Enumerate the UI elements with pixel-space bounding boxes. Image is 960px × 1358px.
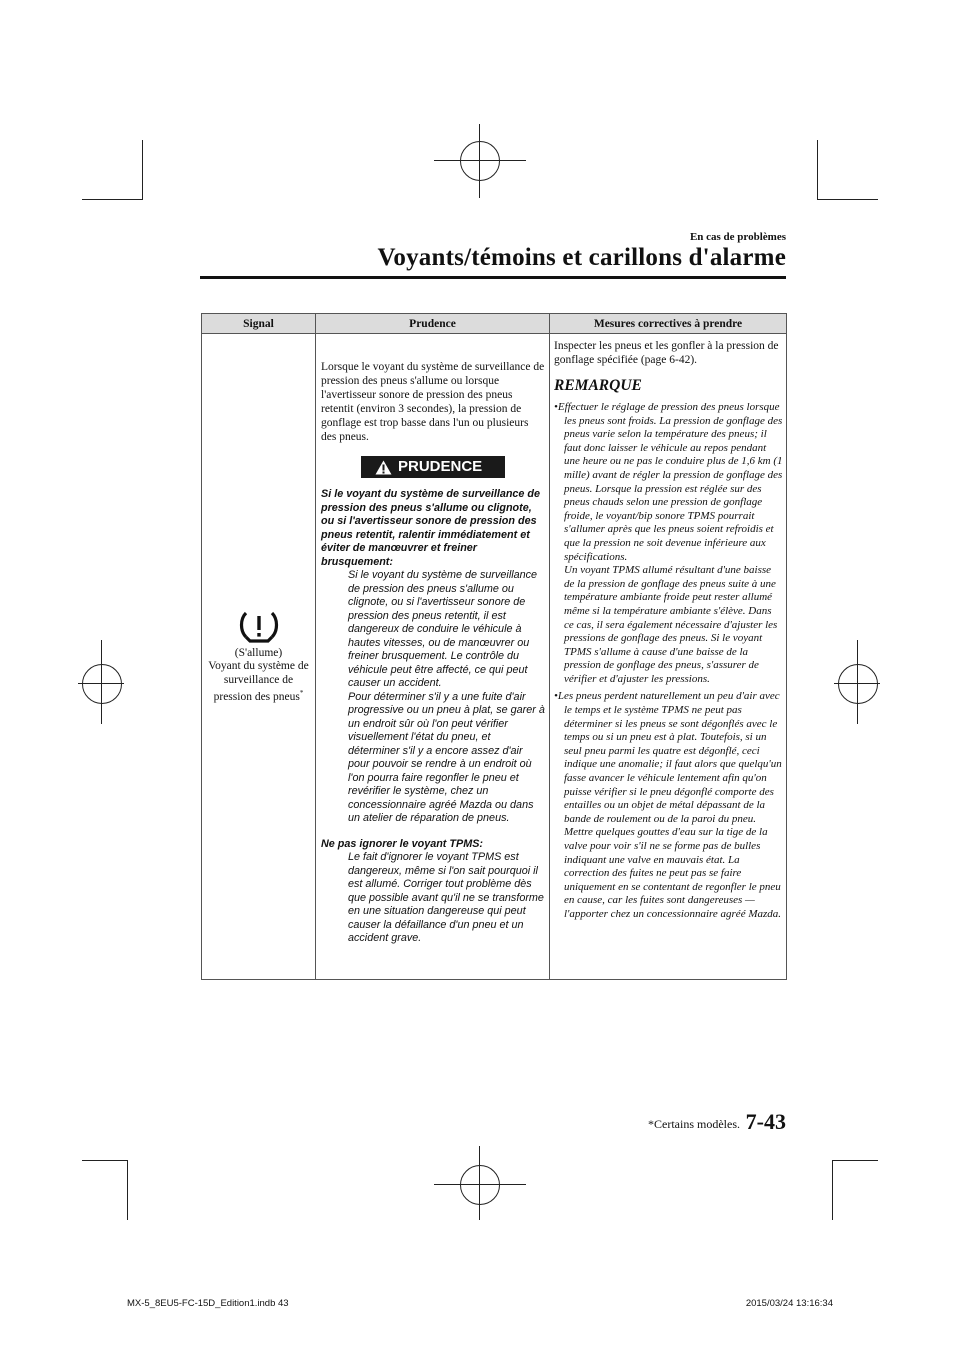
page-title: Voyants/témoins et carillons d'alarme	[377, 244, 786, 271]
header-signal: Signal	[202, 314, 316, 334]
registration-line	[101, 640, 102, 724]
actions-cell	[550, 334, 787, 980]
crop-mark	[127, 1160, 128, 1220]
crop-mark	[82, 1160, 127, 1161]
table-header-row	[202, 314, 787, 334]
remark-title: REMARQUE	[554, 377, 642, 394]
warning-triangle-icon	[375, 460, 392, 475]
signal-cell	[202, 334, 316, 980]
header-actions: Mesures correctives à prendre	[550, 314, 787, 334]
warning-body-3: Le fait d'ignorer le voyant TPMS est dangereux, même si l'on sait pourquoi il est allumé. Corriger tout problème dès que possible avant qu'il ne se transforme en une situation dangereuse qui peut causer la défaillance d'un pneu et un accident grave.	[348, 851, 544, 944]
warning-lead: Si le voyant du système de surveillance de pression des pneus s'allume ou clignote, ou si l'avertisseur sonore de pression des pneus retentit, ralentir immédiatement et éviter de manœuvrer et freiner brusquement:	[321, 488, 541, 568]
crop-mark	[818, 199, 878, 200]
warning-body: Si le voyant du système de surveillance de pression des pneus s'allume ou clignote, ou si l'avertisseur sonore de pression des pneus retentit, il est dangereux de conduire le véhicule à hautes vitesses, ou de manœuvrer ou freiner brusquement. Le contrôle du véhicule peut être affecté, ce qui peut causer un accident.	[348, 569, 538, 689]
registration-mark	[838, 664, 878, 704]
footnote: *Certains modèles.	[648, 1117, 740, 1131]
crop-mark	[82, 199, 142, 200]
page-number: 7-43	[745, 1109, 786, 1134]
warning-table	[201, 313, 787, 980]
signal-name: Voyant du système de surveillance de pression des pneus	[208, 660, 309, 703]
registration-line	[479, 1146, 480, 1220]
prudence-cell	[316, 334, 550, 980]
remark-text-2: Un voyant TPMS allumé résultant d'une baisse de la pression de gonflage des pneus suite à une température ambiante froide peut rester allumé même si la température ambiante s'élève. Dans ce cas, il sera également nécessaire d'ajuster les pressions de gonflage des pneus. Si le voyant TPMS s'allume à cause d'une baisse de la pression de gonflage des pneus, s'assurer de vérifier et d'ajuster les pressions.	[564, 564, 778, 685]
registration-line	[434, 1184, 526, 1185]
bullet-mark: •	[554, 401, 558, 413]
remark-bullet	[554, 690, 783, 921]
remark-text: Effectuer le réglage de pression des pneus lorsque les pneus sont froids. La pression de gonflage des pneus varie selon la température des pneus; il faut donc laisser le véhicule au repos pendant une heure ou ne pas le conduire plus de 1,6 km (1 mille) avant de régler la pression de gonflage des pneus. Lorsque la pression est réglée sur des pneus chauds selon une pression de gonflage froide, le voyant/bip sonore TPMS pourrait s'allumer après que les pneus soient refroidis et que la pression ne soit devenue inférieure aux spécifications.	[557, 401, 783, 563]
crop-mark	[833, 1160, 878, 1161]
registration-line	[857, 640, 858, 724]
warning-lead-2: Ne pas ignorer le voyant TPMS:	[321, 837, 483, 850]
caution-badge	[361, 456, 505, 478]
crop-mark	[832, 1160, 833, 1220]
print-timestamp: 2015/03/24 13:16:34	[745, 1298, 833, 1309]
registration-line	[434, 160, 526, 161]
registration-mark	[460, 1165, 500, 1205]
tpms-warning-icon	[237, 609, 281, 645]
registration-mark	[82, 664, 122, 704]
registration-line	[479, 124, 480, 198]
remark-text-3: Les pneus perdent naturellement un peu d'air avec le temps et le système TPMS ne peut pas déterminer si les pneus se sont dégonflés avec le temps ou si un pneu est à plat. Toutefois, si un seul pneu parmi les quatre est dégonflé, ceci indique une anomalie; il faut alors que quelqu'un fasse avancer le véhicule lentement afin qu'on puisse vérifier si le pneu dégonflé comporte des entailles ou un objet de métal dépassant de la bande de roulement ou de la paroi du pneu. Mettre quelques gouttes d'eau sur la tige de la valve pour voir s'il ne se forme pas de bulles indiquant une valve en mauvais état. La correction des fuites ne peut pas se faire uniquement en se contentant de regonfler le pneu en cause, car les fuites sont dangereuses — l'apporter chez un concessionnaire agréé Mazda.	[557, 690, 782, 920]
caution-label: PRUDENCE	[398, 458, 483, 475]
section-label: En cas de problèmes	[689, 231, 786, 243]
crop-mark	[142, 140, 143, 200]
registration-mark	[460, 141, 500, 181]
crop-mark	[817, 140, 818, 200]
print-slug: MX-5_8EU5-FC-15D_Edition1.indb 43	[127, 1298, 289, 1309]
header-prudence: Prudence	[316, 314, 550, 334]
signal-state: (S'allume)	[234, 646, 283, 659]
actions-intro: Inspecter les pneus et les gonfler à la pression de gonflage spécifiée (page 6-42).	[554, 340, 779, 366]
remark-bullet	[554, 401, 783, 686]
prudence-intro: Lorsque le voyant du système de surveillance de pression des pneus s'allume ou lorsque l'avertisseur sonore de pression des pneus retentit (environ 3 secondes), la pression de gonflage est trop basse dans l'un ou plusieurs des pneus.	[321, 361, 545, 443]
warning-body-2: Pour déterminer s'il y a une fuite d'air progressive ou un pneu à plat, se garer à un endroit sûr où l'on peut vérifier visuellement l'état du pneu, et déterminer s'il y a encore assez d'air pour pouvoir se rendre à un endroit où l'on pourra faire regonfler le pneu et revérifier le système, chez un concessionnaire agréé Mazda ou dans un atelier de réparation de pneus.	[348, 690, 545, 824]
bullet-mark: •	[554, 690, 558, 703]
footnote-marker: *	[299, 689, 304, 698]
table-row	[202, 334, 787, 980]
title-rule	[200, 276, 786, 279]
